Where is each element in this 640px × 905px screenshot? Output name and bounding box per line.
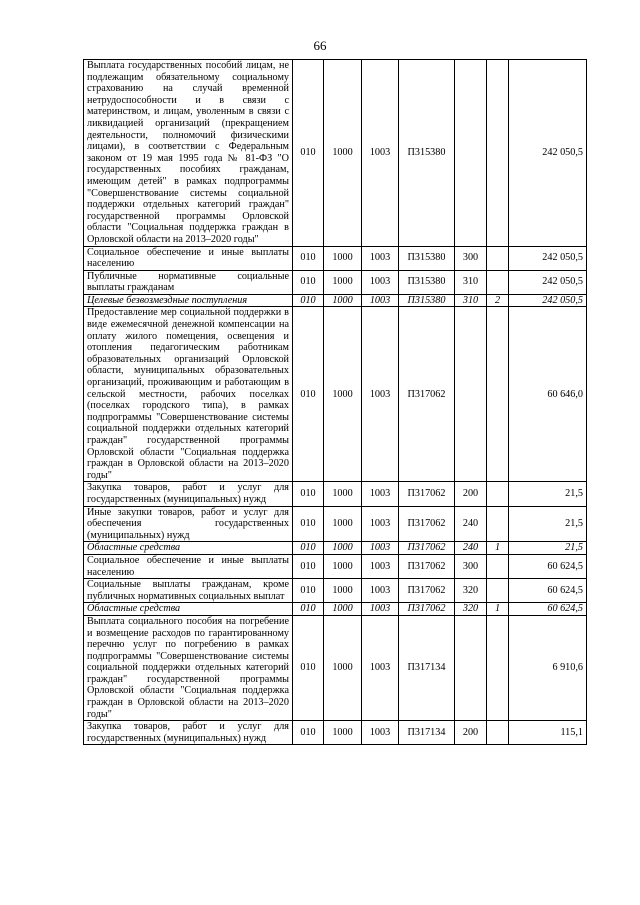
budget-table — [83, 59, 587, 745]
amount: 21,5 — [509, 482, 587, 506]
funding-source-code — [487, 579, 509, 603]
expense-type-code: 300 — [455, 246, 487, 270]
ministry-code: 010 — [293, 270, 324, 294]
amount: 21,5 — [509, 542, 587, 555]
expense-type-code: 320 — [455, 603, 487, 616]
table-row — [84, 506, 587, 542]
funding-source-code: 1 — [487, 542, 509, 555]
ministry-code: 010 — [293, 294, 324, 307]
subsection-code: 1003 — [362, 307, 399, 482]
ministry-code: 010 — [293, 482, 324, 506]
page-number: 66 — [313, 38, 327, 53]
target-article-code: П317062 — [399, 307, 455, 482]
table-row — [84, 615, 587, 720]
target-article-code: П317134 — [399, 721, 455, 745]
funding-source-code — [487, 60, 509, 247]
subsection-code: 1003 — [362, 554, 399, 578]
ministry-code: 010 — [293, 60, 324, 247]
table-row — [84, 270, 587, 294]
section-code: 1000 — [324, 60, 362, 247]
funding-source-code: 1 — [487, 603, 509, 616]
subsection-code: 1003 — [362, 721, 399, 745]
subsection-code: 1003 — [362, 542, 399, 555]
funding-source-code — [487, 506, 509, 542]
ministry-code: 010 — [293, 579, 324, 603]
table-row — [84, 542, 587, 555]
expense-type-code: 300 — [455, 554, 487, 578]
expense-type-code — [455, 615, 487, 720]
funding-source-code — [487, 307, 509, 482]
ministry-code: 010 — [293, 246, 324, 270]
amount: 242 050,5 — [509, 294, 587, 307]
ministry-code: 010 — [293, 307, 324, 482]
table-row — [84, 579, 587, 603]
funding-source-code — [487, 270, 509, 294]
target-article-code: П315380 — [399, 60, 455, 247]
ministry-code: 010 — [293, 554, 324, 578]
amount: 60 624,5 — [509, 603, 587, 616]
row-description: Выплата государственных пособий лицам, не подлежащим обязательному социальному страхованию на случай временной нетрудоспособности и в связи с материнством, и лицам, уволенным в связи с ликвидацией организаций (прекращением деятельности, полномочий физическими лицами), в соответствии с Федеральным законом от 19 мая 1995 года № 81-ФЗ "О государственных пособиях гражданам, имеющим детей" в рамках подпрограммы "Совершенствование системы социальной поддержки отдельных категорий граждан" государственной программы Орловской области "Социальная поддержка граждан в Орловской области на 2013–2020 годы" — [84, 60, 293, 247]
funding-source-code — [487, 482, 509, 506]
section-code: 1000 — [324, 294, 362, 307]
row-description: Социальное обеспечение и иные выплаты населению — [84, 554, 293, 578]
target-article-code: П317062 — [399, 506, 455, 542]
target-article-code: П317134 — [399, 615, 455, 720]
table-row — [84, 603, 587, 616]
target-article-code: П315380 — [399, 294, 455, 307]
amount: 60 624,5 — [509, 554, 587, 578]
funding-source-code: 2 — [487, 294, 509, 307]
amount: 6 910,6 — [509, 615, 587, 720]
row-description: Выплата социального пособия на погребение и возмещение расходов по гарантированному перечню услуг по погребению в рамках подпрограммы "Совершенствование системы социальной поддержки отдельных категорий граждан" государственной программы Орловской области "Социальная поддержка граждан в Орловской области на 2013–2020 годы" — [84, 615, 293, 720]
expense-type-code: 200 — [455, 721, 487, 745]
subsection-code: 1003 — [362, 615, 399, 720]
target-article-code: П315380 — [399, 246, 455, 270]
row-description: Областные средства — [84, 542, 293, 555]
subsection-code: 1003 — [362, 579, 399, 603]
ministry-code: 010 — [293, 506, 324, 542]
funding-source-code — [487, 554, 509, 578]
table-row — [84, 307, 587, 482]
section-code: 1000 — [324, 603, 362, 616]
section-code: 1000 — [324, 246, 362, 270]
expense-type-code: 320 — [455, 579, 487, 603]
subsection-code: 1003 — [362, 294, 399, 307]
amount: 60 646,0 — [509, 307, 587, 482]
subsection-code: 1003 — [362, 506, 399, 542]
target-article-code: П317062 — [399, 603, 455, 616]
section-code: 1000 — [324, 307, 362, 482]
subsection-code: 1003 — [362, 270, 399, 294]
funding-source-code — [487, 246, 509, 270]
section-code: 1000 — [324, 579, 362, 603]
table-row — [84, 482, 587, 506]
target-article-code: П317062 — [399, 579, 455, 603]
funding-source-code — [487, 615, 509, 720]
row-description: Закупка товаров, работ и услуг для государственных (муниципальных) нужд — [84, 721, 293, 745]
target-article-code: П315380 — [399, 270, 455, 294]
subsection-code: 1003 — [362, 482, 399, 506]
expense-type-code: 240 — [455, 542, 487, 555]
expense-type-code: 200 — [455, 482, 487, 506]
section-code: 1000 — [324, 615, 362, 720]
expense-type-code: 310 — [455, 294, 487, 307]
amount: 115,1 — [509, 721, 587, 745]
row-description: Закупка товаров, работ и услуг для государственных (муниципальных) нужд — [84, 482, 293, 506]
section-code: 1000 — [324, 721, 362, 745]
row-description: Публичные нормативные социальные выплаты гражданам — [84, 270, 293, 294]
amount: 242 050,5 — [509, 60, 587, 247]
budget-table-body — [84, 60, 587, 745]
row-description: Предоставление мер социальной поддержки в виде ежемесячной денежной компенсации на оплату жилого помещения, освещения и отопления педагогическим работникам образовательных организаций Орловской области, муниципальных образовательных организаций, проживающим и работающим в сельской местности, рабочих поселках (поселках городского типа), в рамках подпрограммы "Совершенствование системы социальной поддержки отдельных категорий граждан" государственной программы Орловской области "Социальная поддержка граждан в Орловской области на 2013–2020 годы" — [84, 307, 293, 482]
section-code: 1000 — [324, 482, 362, 506]
row-description: Иные закупки товаров, работ и услуг для обеспечения государственных (муниципальных) нужд — [84, 506, 293, 542]
table-row — [84, 554, 587, 578]
table-row — [84, 294, 587, 307]
amount: 242 050,5 — [509, 270, 587, 294]
section-code: 1000 — [324, 270, 362, 294]
expense-type-code — [455, 307, 487, 482]
target-article-code: П317062 — [399, 554, 455, 578]
amount: 60 624,5 — [509, 579, 587, 603]
section-code: 1000 — [324, 554, 362, 578]
funding-source-code — [487, 721, 509, 745]
table-row — [84, 246, 587, 270]
ministry-code: 010 — [293, 542, 324, 555]
row-description: Целевые безвозмездные поступления — [84, 294, 293, 307]
expense-type-code: 310 — [455, 270, 487, 294]
subsection-code: 1003 — [362, 60, 399, 247]
table-row — [84, 721, 587, 745]
amount: 21,5 — [509, 506, 587, 542]
amount: 242 050,5 — [509, 246, 587, 270]
row-description: Социальные выплаты гражданам, кроме публичных нормативных социальных выплат — [84, 579, 293, 603]
row-description: Социальное обеспечение и иные выплаты населению — [84, 246, 293, 270]
target-article-code: П317062 — [399, 482, 455, 506]
ministry-code: 010 — [293, 615, 324, 720]
subsection-code: 1003 — [362, 246, 399, 270]
expense-type-code: 240 — [455, 506, 487, 542]
table-row — [84, 60, 587, 247]
section-code: 1000 — [324, 506, 362, 542]
row-description: Областные средства — [84, 603, 293, 616]
ministry-code: 010 — [293, 603, 324, 616]
section-code: 1000 — [324, 542, 362, 555]
expense-type-code — [455, 60, 487, 247]
subsection-code: 1003 — [362, 603, 399, 616]
ministry-code: 010 — [293, 721, 324, 745]
target-article-code: П317062 — [399, 542, 455, 555]
